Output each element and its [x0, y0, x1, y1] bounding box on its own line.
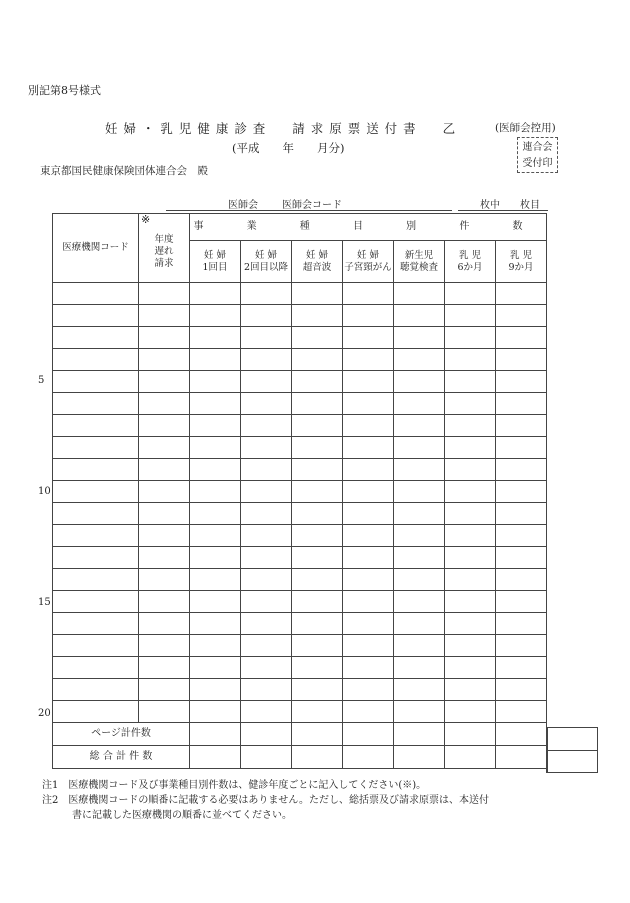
- count-cell[interactable]: [394, 569, 445, 591]
- title-part-3: 乙: [442, 121, 457, 136]
- count-cell[interactable]: [241, 371, 292, 393]
- count-cell[interactable]: [241, 459, 292, 481]
- count-cell[interactable]: [343, 613, 394, 635]
- notes: [42, 778, 489, 823]
- count-cell[interactable]: [496, 657, 547, 679]
- column-header-line-1: 乳 児: [509, 249, 533, 261]
- late-claim-cell[interactable]: [139, 371, 190, 393]
- count-cell[interactable]: [445, 657, 496, 679]
- count-cell[interactable]: [394, 547, 445, 569]
- count-cell[interactable]: [292, 701, 343, 723]
- count-cell[interactable]: [241, 679, 292, 701]
- count-cell[interactable]: [292, 525, 343, 547]
- count-cell[interactable]: [241, 613, 292, 635]
- column-header-line-2: 子宮頸がん: [344, 261, 392, 273]
- count-cell[interactable]: [394, 283, 445, 305]
- count-cell[interactable]: [292, 591, 343, 613]
- count-cell[interactable]: [394, 371, 445, 393]
- medical-code-cell[interactable]: [53, 349, 139, 371]
- count-cell[interactable]: [496, 305, 547, 327]
- count-cell[interactable]: [190, 569, 241, 591]
- count-cell[interactable]: [343, 393, 394, 415]
- count-cell[interactable]: [241, 415, 292, 437]
- medical-code-cell[interactable]: [53, 283, 139, 305]
- count-cell[interactable]: [190, 613, 241, 635]
- count-cell[interactable]: [190, 503, 241, 525]
- count-cell[interactable]: [445, 503, 496, 525]
- count-cell[interactable]: [343, 327, 394, 349]
- page-total-cell[interactable]: [241, 723, 292, 746]
- column-header-line-2: 超音波: [302, 261, 332, 273]
- late-claim-cell[interactable]: [139, 635, 190, 657]
- count-cell[interactable]: [343, 635, 394, 657]
- count-cell[interactable]: [496, 635, 547, 657]
- count-cell[interactable]: [445, 393, 496, 415]
- late-claim-cell[interactable]: [139, 283, 190, 305]
- total-extra-box[interactable]: [546, 727, 598, 773]
- count-cell[interactable]: [496, 503, 547, 525]
- count-cell[interactable]: [445, 481, 496, 503]
- reception-stamp-box: [517, 137, 558, 173]
- title-part-2: 請 求 原 票 送 付 書: [292, 121, 417, 136]
- count-cell[interactable]: [445, 327, 496, 349]
- count-cell[interactable]: [292, 613, 343, 635]
- grand-total-cell[interactable]: [343, 746, 394, 769]
- count-cell[interactable]: [496, 613, 547, 635]
- count-cell[interactable]: [496, 459, 547, 481]
- late-claim-cell[interactable]: [139, 305, 190, 327]
- count-cell[interactable]: [343, 547, 394, 569]
- medical-code-cell[interactable]: [53, 679, 139, 701]
- count-cell[interactable]: [241, 393, 292, 415]
- late-l1: 年度: [154, 234, 174, 245]
- grand-total-cell[interactable]: [190, 746, 241, 769]
- count-cell[interactable]: [445, 569, 496, 591]
- count-cell[interactable]: [496, 525, 547, 547]
- note-2: 注2 医療機関コードの順番に記載する必要はありません。ただし、総括票及び請求原票は、本送付: [42, 795, 489, 806]
- count-cell[interactable]: [496, 547, 547, 569]
- count-cell[interactable]: [292, 481, 343, 503]
- table-row: [53, 327, 547, 349]
- count-cell[interactable]: [292, 657, 343, 679]
- count-cell[interactable]: [343, 503, 394, 525]
- count-cell[interactable]: [190, 305, 241, 327]
- count-cell[interactable]: [445, 547, 496, 569]
- count-cell[interactable]: [343, 305, 394, 327]
- count-cell[interactable]: [343, 679, 394, 701]
- column-header-line-2: 9か月: [508, 261, 534, 273]
- column-header: [445, 241, 496, 283]
- usage-label: (医師会控用): [495, 122, 556, 134]
- count-cell[interactable]: [241, 547, 292, 569]
- count-cell[interactable]: [241, 635, 292, 657]
- table-row: [53, 547, 547, 569]
- note-1: 注1 医療機関コード及び事業種目別件数は、健診年度ごとに記入してください(※)。: [42, 780, 427, 791]
- column-header-line-2: 6か月: [457, 261, 483, 273]
- count-cell[interactable]: [292, 503, 343, 525]
- count-cell[interactable]: [496, 591, 547, 613]
- table-row: [53, 569, 547, 591]
- count-cell[interactable]: [292, 635, 343, 657]
- count-cell[interactable]: [445, 635, 496, 657]
- late-claim-cell[interactable]: [139, 481, 190, 503]
- count-cell[interactable]: [241, 327, 292, 349]
- column-header-line-1: 新生児: [404, 249, 434, 261]
- table-row: [53, 459, 547, 481]
- count-cell[interactable]: [190, 657, 241, 679]
- count-cell[interactable]: [343, 591, 394, 613]
- count-cell[interactable]: [190, 283, 241, 305]
- late-claim-cell[interactable]: [139, 569, 190, 591]
- medical-code-cell[interactable]: [53, 371, 139, 393]
- medical-code-cell[interactable]: [53, 415, 139, 437]
- count-cell[interactable]: [496, 679, 547, 701]
- form-title: [105, 119, 456, 137]
- table-row: [53, 503, 547, 525]
- count-cell[interactable]: [496, 437, 547, 459]
- period-field[interactable]: (平成 年 月分): [232, 141, 345, 155]
- count-cell[interactable]: [445, 701, 496, 723]
- count-cell[interactable]: [241, 481, 292, 503]
- count-cell[interactable]: [445, 613, 496, 635]
- count-cell[interactable]: [190, 393, 241, 415]
- count-cell[interactable]: [394, 327, 445, 349]
- count-cell[interactable]: [343, 349, 394, 371]
- count-cell[interactable]: [343, 371, 394, 393]
- column-header: [241, 241, 292, 283]
- count-cell[interactable]: [343, 657, 394, 679]
- note-2-cont: 書に記載した医療機関の順番に並べてください。: [42, 810, 292, 821]
- late-claim-cell[interactable]: [139, 459, 190, 481]
- count-cell[interactable]: [190, 349, 241, 371]
- late-claim-cell[interactable]: [139, 613, 190, 635]
- count-cell[interactable]: [496, 569, 547, 591]
- table-row: [53, 283, 547, 305]
- count-cell[interactable]: [190, 415, 241, 437]
- count-cell[interactable]: [394, 349, 445, 371]
- table-row: [53, 393, 547, 415]
- count-cell[interactable]: [292, 327, 343, 349]
- count-cell[interactable]: [343, 437, 394, 459]
- page-total-cell[interactable]: [496, 723, 547, 746]
- association-code-label: 医師会コード: [282, 200, 342, 211]
- column-header-line-1: 妊 婦: [203, 249, 227, 261]
- count-cell[interactable]: [394, 481, 445, 503]
- count-cell[interactable]: [343, 525, 394, 547]
- column-header: [394, 241, 445, 283]
- late-claim-cell[interactable]: [139, 503, 190, 525]
- table-row: [53, 305, 547, 327]
- note-mark: ※: [141, 213, 151, 226]
- count-cell[interactable]: [241, 701, 292, 723]
- count-cell[interactable]: [445, 591, 496, 613]
- count-cell[interactable]: [496, 481, 547, 503]
- table-row: [53, 481, 547, 503]
- count-cell[interactable]: [343, 569, 394, 591]
- count-cell[interactable]: [445, 371, 496, 393]
- association-field[interactable]: [166, 196, 452, 211]
- medical-code-cell[interactable]: [53, 569, 139, 591]
- count-cell[interactable]: [394, 503, 445, 525]
- late-claim-cell[interactable]: [139, 437, 190, 459]
- count-cell[interactable]: [394, 459, 445, 481]
- count-cell[interactable]: [445, 679, 496, 701]
- count-cell[interactable]: [241, 657, 292, 679]
- count-cell[interactable]: [445, 459, 496, 481]
- count-cell[interactable]: [190, 437, 241, 459]
- count-cell[interactable]: [241, 437, 292, 459]
- column-header: [496, 241, 547, 283]
- late-claim-cell[interactable]: [139, 525, 190, 547]
- page-total-cell[interactable]: [394, 723, 445, 746]
- header-category-counts: 事 業 種 目 別 件 数: [190, 214, 547, 241]
- count-cell[interactable]: [445, 415, 496, 437]
- late-claim-cell[interactable]: [139, 679, 190, 701]
- count-cell[interactable]: [445, 525, 496, 547]
- grand-total-cell[interactable]: [445, 746, 496, 769]
- medical-code-cell[interactable]: [53, 657, 139, 679]
- medical-code-cell[interactable]: [53, 591, 139, 613]
- form-number: 別記第8号様式: [28, 84, 101, 97]
- column-header-line-1: 妊 婦: [305, 249, 329, 261]
- count-cell[interactable]: [292, 305, 343, 327]
- table-row: [53, 525, 547, 547]
- grand-total-cell[interactable]: [496, 746, 547, 769]
- late-claim-cell[interactable]: [139, 547, 190, 569]
- claim-table: [52, 213, 547, 769]
- table-row: [53, 415, 547, 437]
- count-cell[interactable]: [292, 393, 343, 415]
- count-cell[interactable]: [190, 635, 241, 657]
- count-cell[interactable]: [343, 415, 394, 437]
- count-cell[interactable]: [241, 283, 292, 305]
- count-cell[interactable]: [343, 481, 394, 503]
- count-cell[interactable]: [292, 415, 343, 437]
- late-claim-cell[interactable]: [139, 415, 190, 437]
- page-total-cell[interactable]: [343, 723, 394, 746]
- sheet-count-field[interactable]: [458, 196, 548, 211]
- count-cell[interactable]: [241, 503, 292, 525]
- table-row: [53, 437, 547, 459]
- count-cell[interactable]: [241, 305, 292, 327]
- count-cell[interactable]: [394, 393, 445, 415]
- association-label: 医師会: [228, 200, 258, 211]
- header-medical-code: 医療機関コード: [53, 214, 139, 283]
- count-cell[interactable]: [445, 283, 496, 305]
- medical-code-cell[interactable]: [53, 547, 139, 569]
- column-header: [343, 241, 394, 283]
- page-total-cell[interactable]: [445, 723, 496, 746]
- header-late-claim: [139, 214, 190, 283]
- row-number-15: 15: [38, 597, 51, 608]
- count-cell[interactable]: [292, 569, 343, 591]
- page-total-cell[interactable]: [292, 723, 343, 746]
- medical-code-cell[interactable]: [53, 701, 139, 723]
- column-header-line-1: 妊 婦: [254, 249, 278, 261]
- count-cell[interactable]: [292, 547, 343, 569]
- table-row: [53, 701, 547, 723]
- late-claim-cell[interactable]: [139, 591, 190, 613]
- count-cell[interactable]: [496, 393, 547, 415]
- count-cell[interactable]: [394, 701, 445, 723]
- recipient: 東京都国民健康保険団体連合会 殿: [40, 165, 208, 177]
- row-number-10: 10: [38, 486, 51, 497]
- count-cell[interactable]: [241, 349, 292, 371]
- late-claim-cell[interactable]: [139, 657, 190, 679]
- count-cell[interactable]: [445, 349, 496, 371]
- count-cell[interactable]: [343, 459, 394, 481]
- medical-code-cell[interactable]: [53, 437, 139, 459]
- count-cell[interactable]: [190, 371, 241, 393]
- medical-code-cell[interactable]: [53, 525, 139, 547]
- table-row: [53, 635, 547, 657]
- late-claim-cell[interactable]: [139, 701, 190, 723]
- table-row: [53, 679, 547, 701]
- count-cell[interactable]: [190, 701, 241, 723]
- late-claim-cell[interactable]: [139, 349, 190, 371]
- column-header-line-2: 1回目: [202, 261, 228, 273]
- count-cell[interactable]: [190, 459, 241, 481]
- column-header-line-2: 聴覚検査: [399, 261, 438, 273]
- row-number-5: 5: [38, 375, 45, 386]
- table-row: [53, 349, 547, 371]
- grand-total-label: 総 合 計 件 数: [53, 746, 190, 769]
- late-l2: 遅れ: [154, 246, 174, 257]
- late-claim-cell[interactable]: [139, 393, 190, 415]
- count-cell[interactable]: [394, 525, 445, 547]
- sheets-label-of: 枚中: [480, 200, 500, 211]
- count-cell[interactable]: [190, 327, 241, 349]
- count-cell[interactable]: [292, 371, 343, 393]
- count-cell[interactable]: [394, 591, 445, 613]
- count-cell[interactable]: [343, 701, 394, 723]
- count-cell[interactable]: [394, 415, 445, 437]
- page-total-cell[interactable]: [190, 723, 241, 746]
- table-row: [53, 613, 547, 635]
- sheets-label-no: 枚目: [520, 200, 540, 211]
- count-cell[interactable]: [394, 613, 445, 635]
- count-cell[interactable]: [241, 525, 292, 547]
- medical-code-cell[interactable]: [53, 459, 139, 481]
- count-cell[interactable]: [292, 283, 343, 305]
- grand-total-cell[interactable]: [292, 746, 343, 769]
- extra-box-divider: [548, 728, 597, 751]
- count-cell[interactable]: [394, 679, 445, 701]
- medical-code-cell[interactable]: [53, 613, 139, 635]
- count-cell[interactable]: [190, 591, 241, 613]
- count-cell[interactable]: [292, 437, 343, 459]
- count-cell[interactable]: [394, 437, 445, 459]
- table-row: [53, 371, 547, 393]
- grand-total-cell[interactable]: [394, 746, 445, 769]
- row-number-20: 20: [38, 708, 51, 719]
- column-header-line-1: 妊 婦: [356, 249, 380, 261]
- stamp-line-2: 受付印: [522, 158, 553, 169]
- stamp-line-1: 連合会: [522, 142, 553, 153]
- count-cell[interactable]: [292, 459, 343, 481]
- count-cell[interactable]: [394, 635, 445, 657]
- column-header-line-2: 2回目以降: [243, 261, 289, 273]
- count-cell[interactable]: [241, 591, 292, 613]
- medical-code-cell[interactable]: [53, 305, 139, 327]
- count-cell[interactable]: [190, 525, 241, 547]
- count-cell[interactable]: [343, 283, 394, 305]
- page-total-label: ページ計件数: [53, 723, 190, 746]
- count-cell[interactable]: [496, 371, 547, 393]
- column-header: [292, 241, 343, 283]
- medical-code-cell[interactable]: [53, 327, 139, 349]
- count-cell[interactable]: [496, 283, 547, 305]
- count-cell[interactable]: [496, 327, 547, 349]
- count-cell[interactable]: [496, 701, 547, 723]
- title-part-1: 妊 婦 ・ 乳 児 健 康 診 査: [105, 121, 267, 136]
- count-cell[interactable]: [190, 547, 241, 569]
- count-cell[interactable]: [292, 679, 343, 701]
- count-cell[interactable]: [292, 349, 343, 371]
- medical-code-cell[interactable]: [53, 481, 139, 503]
- count-cell[interactable]: [394, 657, 445, 679]
- medical-code-cell[interactable]: [53, 503, 139, 525]
- count-cell[interactable]: [394, 305, 445, 327]
- count-cell[interactable]: [496, 349, 547, 371]
- count-cell[interactable]: [445, 305, 496, 327]
- table-row: [53, 657, 547, 679]
- late-claim-cell[interactable]: [139, 327, 190, 349]
- grand-total-cell[interactable]: [241, 746, 292, 769]
- column-header-line-1: 乳 児: [458, 249, 482, 261]
- column-header: [190, 241, 241, 283]
- medical-code-cell[interactable]: [53, 393, 139, 415]
- table-row: [53, 591, 547, 613]
- count-cell[interactable]: [496, 415, 547, 437]
- count-cell[interactable]: [445, 437, 496, 459]
- count-cell[interactable]: [241, 569, 292, 591]
- count-cell[interactable]: [190, 679, 241, 701]
- medical-code-cell[interactable]: [53, 635, 139, 657]
- count-cell[interactable]: [190, 481, 241, 503]
- late-l3: 請求: [154, 258, 174, 269]
